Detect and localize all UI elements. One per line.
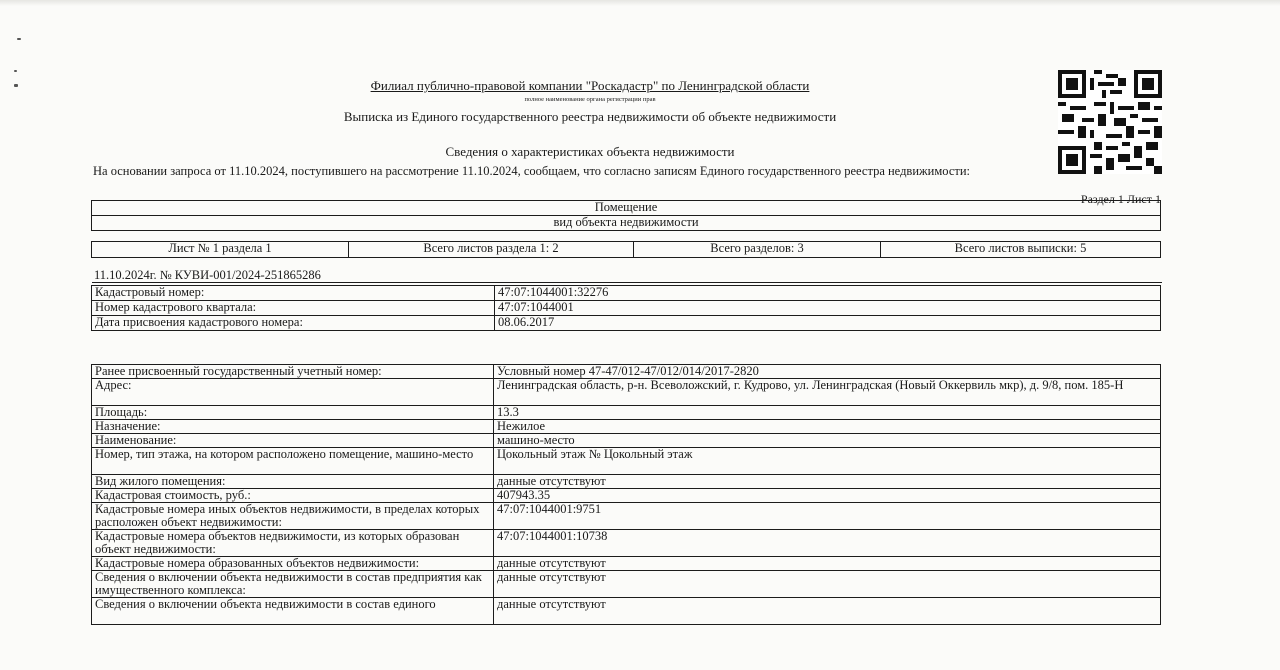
detail-label: Номер, тип этажа, на котором расположено помещение, машино-место [92,448,494,475]
table-row [92,379,1161,406]
detail-label: Вид жилого помещения: [92,475,494,489]
scan-edge [0,0,1280,6]
organization-name: Филиал публично-правовой компании "Роскадастр" по Ленинградской области [370,78,810,93]
intro-heading: Сведения о характеристиках объекта недвижимости [445,144,735,159]
object-type-table [91,200,1161,231]
cadastral-table [91,285,1161,331]
detail-label: Площадь: [92,406,494,420]
qr-code-icon [1058,70,1162,174]
detail-value: Цокольный этаж № Цокольный этаж [494,448,1161,475]
detail-label: Адрес: [92,379,494,406]
detail-label: Кадастровые номера иных объектов недвижимости, в пределах которых расположен объект недвижимости: [92,503,494,530]
registration-number: 11.10.2024г. № КУВИ-001/2024-251865286 [92,268,1162,283]
sheet-number: Лист № 1 раздела 1 [92,242,349,258]
detail-value: данные отсутствуют [494,571,1161,598]
request-basis-text: На основании запроса от 11.10.2024, поступившего на рассмотрение 11.10.2024, сообщаем, что согласно записям Единого государственного реестра недвижимости: [93,164,970,178]
table-row [92,434,1161,448]
detail-label: Кадастровая стоимость, руб.: [92,489,494,503]
document-title: Выписка из Единого государственного реестра недвижимости об объекте недвижимости [343,109,837,124]
table-row [92,571,1161,598]
detail-value: данные отсутствуют [494,475,1161,489]
table-row [92,286,1161,301]
table-row [92,557,1161,571]
organization-caption: полное наименование органа регистрации прав [524,96,656,103]
detail-value: Условный номер 47-47/012-47/012/014/2017-2820 [494,365,1161,379]
table-row [92,475,1161,489]
detail-value: данные отсутствуют [494,557,1161,571]
cadastral-label: Кадастровый номер: [92,286,495,301]
detail-label: Кадастровые номера образованных объектов недвижимости: [92,557,494,571]
object-type-caption: вид объекта недвижимости [92,216,1161,231]
detail-label: Назначение: [92,420,494,434]
object-type-title: Помещение [92,201,1161,216]
table-row [92,503,1161,530]
detail-value: машино-место [494,434,1161,448]
cadastral-label: Номер кадастрового квартала: [92,301,495,316]
detail-value: 47:07:1044001:10738 [494,530,1161,557]
cadastral-value: 47:07:1044001:32276 [495,286,1161,301]
object-details-table [91,364,1161,625]
detail-label: Ранее присвоенный государственный учетный номер: [92,365,494,379]
table-row [92,598,1161,625]
cadastral-value: 47:07:1044001 [495,301,1161,316]
scan-speck [14,70,17,72]
detail-value: 47:07:1044001:9751 [494,503,1161,530]
cadastral-label: Дата присвоения кадастрового номера: [92,316,495,331]
cadastral-value: 08.06.2017 [495,316,1161,331]
detail-value: данные отсутствуют [494,598,1161,625]
table-row [92,406,1161,420]
total-sections: Всего разделов: 3 [634,242,881,258]
section-sheet-label: Раздел 1 Лист 1 [1080,192,1161,206]
table-row [92,365,1161,379]
total-section-sheets: Всего листов раздела 1: 2 [349,242,634,258]
table-row [92,420,1161,434]
scan-speck [17,38,21,40]
detail-value: 13.3 [494,406,1161,420]
detail-value: 407943.35 [494,489,1161,503]
detail-value: Ленинградская область, р-н. Всеволожский, г. Кудрово, ул. Ленинградская (Новый Оккервиль мкр), д. 9/8, пом. 185-Н [494,379,1161,406]
table-row [92,489,1161,503]
table-row [92,301,1161,316]
detail-label: Кадастровые номера объектов недвижимости, из которых образован объект недвижимости: [92,530,494,557]
table-row [92,448,1161,475]
table-row [92,316,1161,331]
detail-label: Сведения о включении объекта недвижимости в состав предприятия как имущественного комплекса: [92,571,494,598]
sheets-info-table [91,241,1161,258]
total-extract-sheets: Всего листов выписки: 5 [881,242,1161,258]
detail-value: Нежилое [494,420,1161,434]
detail-label: Наименование: [92,434,494,448]
detail-label: Сведения о включении объекта недвижимости в состав единого [92,598,494,625]
table-row [92,530,1161,557]
